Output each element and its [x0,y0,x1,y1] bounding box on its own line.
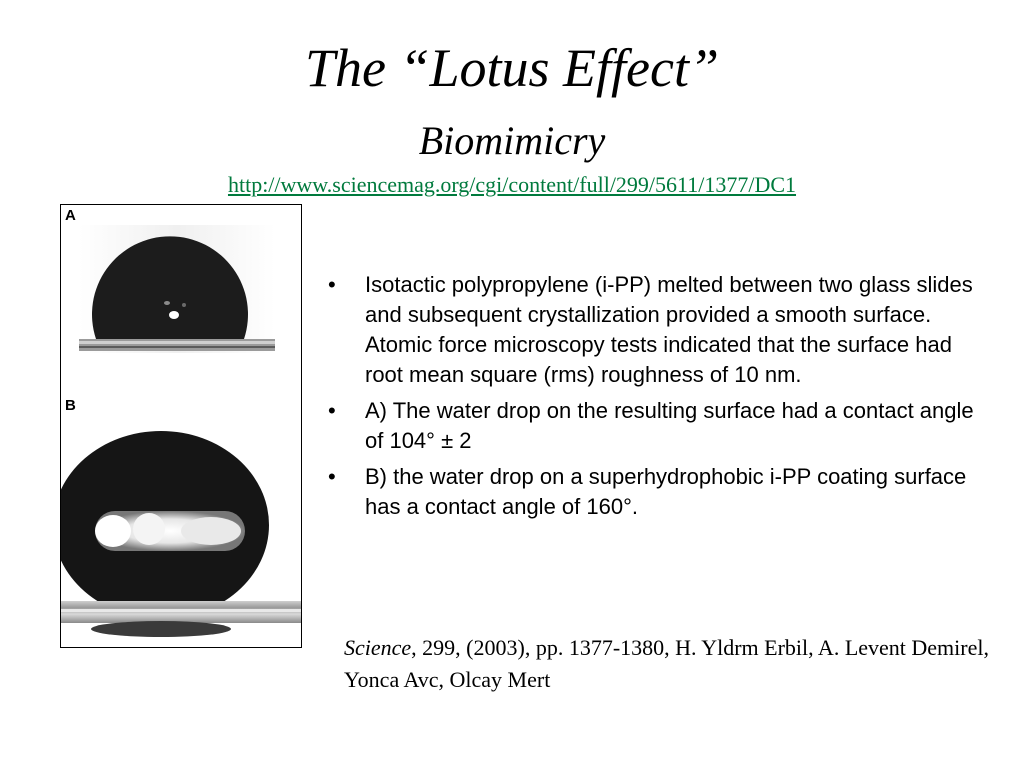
slide-title: The “Lotus Effect” [304,38,720,98]
slide-subtitle: Biomimicry [418,118,606,163]
bullet-list [328,270,988,528]
panel-label-b: B [65,397,76,414]
panel-label-a: A [65,207,76,224]
bullet-item [328,396,988,456]
bullet-item [328,462,988,522]
contact-angle-figure [60,204,302,648]
panel-b-photo [61,415,301,647]
panel-a-photo [79,225,275,353]
citation-journal: Science [344,635,412,660]
bullet-item [328,270,988,390]
source-link-container [0,171,1024,199]
bullet-marker: • [328,464,336,489]
source-link[interactable]: http://www.sciencemag.org/cgi/content/full/299/5611/1377/DC1 [227,172,797,197]
citation-details: , 299, (2003), pp. 1377-1380, H. Yldrm Erbil, A. Levent Demirel, Yonca Avc, Olcay Mert [344,635,989,692]
bullet-text: A) The water drop on the resulting surface had a contact angle of 104° ± 2 [365,398,974,453]
citation [344,632,994,696]
droplet-photos [61,205,301,647]
bullet-marker: • [328,272,336,297]
bullet-text: B) the water drop on a superhydrophobic i-PP coating surface has a contact angle of 160°. [365,464,967,519]
bullet-text: Isotactic polypropylene (i-PP) melted between two glass slides and subsequent crystallization provided a smooth surface. Atomic force microscopy tests indicated that the surface had root mean square (rms) roughness of 10 nm. [365,272,973,387]
bullet-marker: • [328,398,336,423]
